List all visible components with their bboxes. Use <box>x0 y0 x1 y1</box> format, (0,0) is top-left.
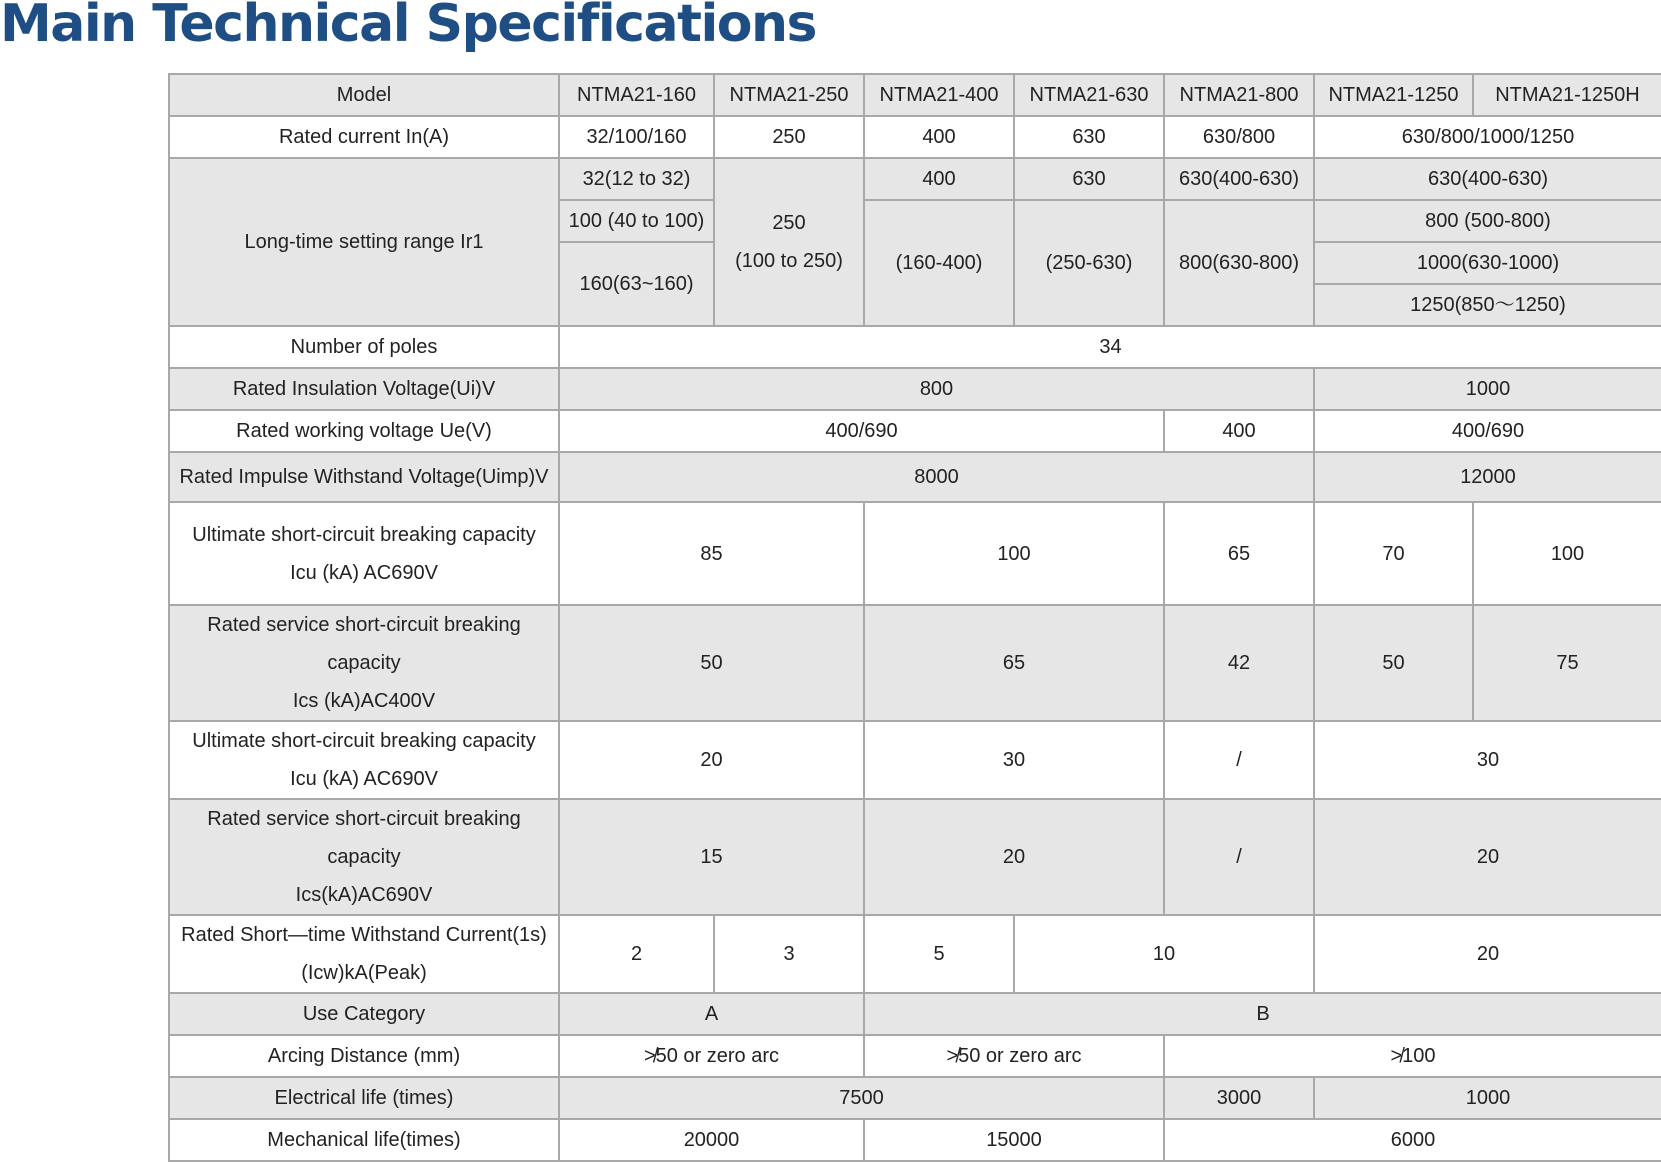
value-cell: 20 <box>864 799 1164 915</box>
row-label: Electrical life (times) <box>169 1077 559 1119</box>
model-cell: NTMA21-630 <box>1014 74 1164 116</box>
label-line: Icu (kA) AC690V <box>290 768 438 790</box>
value-cell: / <box>1164 799 1314 915</box>
value-cell: 1000 <box>1314 1077 1661 1119</box>
value-cell: 100 <box>1473 502 1661 605</box>
value-cell: 400/690 <box>559 410 1164 452</box>
row-label: Mechanical life(times) <box>169 1119 559 1161</box>
value-cell: 32/100/160 <box>559 116 714 158</box>
label-line: Ics (kA)AC400V <box>292 690 436 712</box>
value-cell: 10 <box>1014 915 1314 993</box>
value-cell: 65 <box>1164 502 1314 605</box>
label-line: Rated service short-circuit breaking capacity <box>207 614 521 674</box>
row-label <box>169 915 559 993</box>
label-line: Ics(kA)AC690V <box>295 884 433 906</box>
value-cell: 20 <box>1314 799 1661 915</box>
table-row-working-voltage <box>169 410 1661 452</box>
value-cell: 1000(630-1000) <box>1314 242 1661 284</box>
value-cell: 1250(850～1250) <box>1314 284 1661 326</box>
row-label <box>169 605 559 721</box>
value-cell: ≯50 or zero arc <box>864 1035 1164 1077</box>
value-cell: 630/800 <box>1164 116 1314 158</box>
value-cell: 75 <box>1473 605 1661 721</box>
value-cell: 20000 <box>559 1119 864 1161</box>
value-cell: 100 (40 to 100) <box>559 200 714 242</box>
table-row-rated-current <box>169 116 1661 158</box>
label-line: Icu (kA) AC690V <box>290 561 438 584</box>
value-cell: (250-630) <box>1014 200 1164 326</box>
row-label: Long-time setting range Ir1 <box>169 158 559 326</box>
value-cell: 630(400-630) <box>1164 158 1314 200</box>
label-line: Ultimate short-circuit breaking capacity <box>192 730 536 752</box>
row-label <box>169 502 559 605</box>
table-row-icu-ultimate <box>169 721 1661 799</box>
value-cell: 630 <box>1014 116 1164 158</box>
value-cell: 400/690 <box>1314 410 1661 452</box>
label-line: Rated Short—time Withstand Current(1s) <box>181 924 547 946</box>
value-cell: 250 <box>714 116 864 158</box>
value-line: (100 to 250) <box>735 250 843 272</box>
value-cell: 1000 <box>1314 368 1661 410</box>
value-cell: ≯100 <box>1164 1035 1661 1077</box>
model-cell: NTMA21-400 <box>864 74 1014 116</box>
row-label: Use Category <box>169 993 559 1035</box>
value-cell: 20 <box>1314 915 1661 993</box>
model-cell: NTMA21-1250H <box>1473 74 1661 116</box>
value-cell: 160(63~160) <box>559 242 714 326</box>
table-row-long-time-setting <box>169 158 1661 200</box>
value-cell: 3000 <box>1164 1077 1314 1119</box>
table-row-model <box>169 74 1661 116</box>
value-cell: 400 <box>1164 410 1314 452</box>
value-cell: 630/800/1000/1250 <box>1314 116 1661 158</box>
label-line: Ultimate short-circuit breaking capacity <box>192 523 536 546</box>
specifications-table <box>168 73 1661 1162</box>
table-row-ics-service <box>169 799 1661 915</box>
value-cell: 32(12 to 32) <box>559 158 714 200</box>
value-cell: 30 <box>864 721 1164 799</box>
row-label: Number of poles <box>169 326 559 368</box>
value-cell: 100 <box>864 502 1164 605</box>
row-label <box>169 721 559 799</box>
value-cell: 50 <box>559 605 864 721</box>
row-label: Rated Impulse Withstand Voltage(Uimp)V <box>169 452 559 502</box>
value-cell: 8000 <box>559 452 1314 502</box>
value-cell: 34 <box>559 326 1661 368</box>
model-cell: NTMA21-800 <box>1164 74 1314 116</box>
table-row-icu-ultimate <box>169 502 1661 605</box>
value-cell: 630 <box>1014 158 1164 200</box>
value-cell: 630(400-630) <box>1314 158 1661 200</box>
value-cell: 20 <box>559 721 864 799</box>
row-label: Rated working voltage Ue(V) <box>169 410 559 452</box>
value-cell: 3 <box>714 915 864 993</box>
label-line: (Icw)kA(Peak) <box>301 962 427 984</box>
value-cell: 50 <box>1314 605 1473 721</box>
value-cell: 6000 <box>1164 1119 1661 1161</box>
value-cell: (160-400) <box>864 200 1014 326</box>
row-label: Model <box>169 74 559 116</box>
value-cell: 30 <box>1314 721 1661 799</box>
model-cell: NTMA21-160 <box>559 74 714 116</box>
value-cell: 85 <box>559 502 864 605</box>
value-cell: 5 <box>864 915 1014 993</box>
value-cell <box>714 158 864 326</box>
value-cell: 2 <box>559 915 714 993</box>
value-cell: 65 <box>864 605 1164 721</box>
value-cell: 400 <box>864 158 1014 200</box>
label-line: Rated service short-circuit breaking capacity <box>207 808 521 868</box>
value-line: 250 <box>772 212 806 234</box>
table-row-short-time-current <box>169 915 1661 993</box>
value-cell: 15 <box>559 799 864 915</box>
table-row-mechanical-life <box>169 1119 1661 1161</box>
table-row-ics-service <box>169 605 1661 721</box>
row-label: Rated Insulation Voltage(Ui)V <box>169 368 559 410</box>
table-row-electrical-life <box>169 1077 1661 1119</box>
value-cell: 12000 <box>1314 452 1661 502</box>
value-cell: B <box>864 993 1661 1035</box>
value-cell: / <box>1164 721 1314 799</box>
value-cell: ≯50 or zero arc <box>559 1035 864 1077</box>
value-cell: 800(630-800) <box>1164 200 1314 326</box>
value-cell: 800 (500-800) <box>1314 200 1661 242</box>
value-cell: 15000 <box>864 1119 1164 1161</box>
row-label <box>169 799 559 915</box>
row-label: Arcing Distance (mm) <box>169 1035 559 1077</box>
table-row-use-category <box>169 993 1661 1035</box>
value-cell: 7500 <box>559 1077 1164 1119</box>
table-row-arcing-distance <box>169 1035 1661 1077</box>
table-row-insulation-voltage <box>169 368 1661 410</box>
row-label: Rated current In(A) <box>169 116 559 158</box>
model-cell: NTMA21-1250 <box>1314 74 1473 116</box>
model-cell: NTMA21-250 <box>714 74 864 116</box>
value-cell: 42 <box>1164 605 1314 721</box>
table-row-impulse-voltage <box>169 452 1661 502</box>
value-cell: 70 <box>1314 502 1473 605</box>
value-cell: 400 <box>864 116 1014 158</box>
value-cell: A <box>559 993 864 1035</box>
value-cell: 800 <box>559 368 1314 410</box>
page-title: Main Technical Specifications <box>0 0 816 54</box>
table-row-poles <box>169 326 1661 368</box>
